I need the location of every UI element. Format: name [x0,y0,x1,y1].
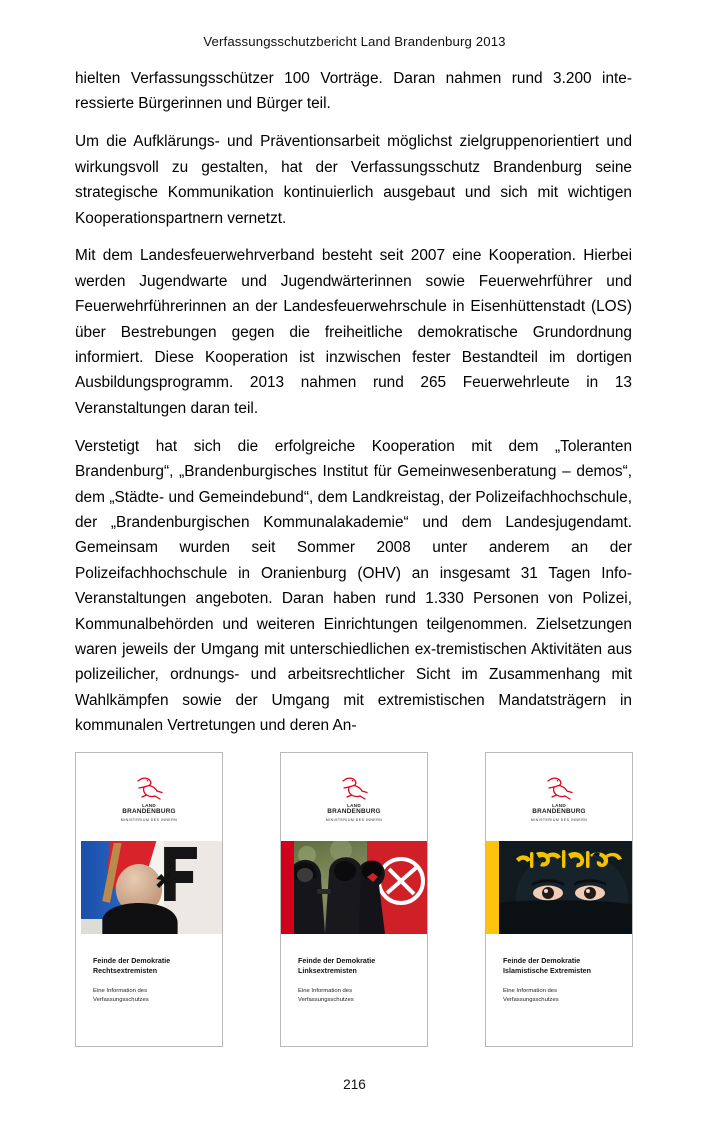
brochure-subtitle-line2: Verfassungsschutzes [298,997,354,1003]
brochure-title-line1: Feinde der Demokratie [93,957,171,965]
crest-land-label: LAND [142,802,156,808]
crest-tagline: MINISTERIUM DES INNERN [325,817,383,822]
crest-brandenburg-label: BRANDENBURG [122,808,176,816]
paragraph: Um die Aufklärungs- und Präventionsarbeit möglichst zielgruppenorientiert und wirkungsvoll zu gestalten, hat der Verfassungsschutz Brandenburg seine strategische Kommunikation kontinuierlich ausgebaut und sich mit wichtigen Kooperationspartnern vernetzt. [75,133,632,227]
brochure-caption [93,956,214,1005]
brandenburg-crest [486,753,632,839]
brochure-subtitle-line1: Eine Information des [298,988,353,995]
brochure-subtitle-line2: Verfassungsschutzes [503,997,559,1003]
brochure-cover-rechtsextremisten [75,752,223,1047]
page-number: 216 [343,1077,366,1092]
brochure-title-line1: Feinde der Demokratie [298,957,376,965]
brandenburg-crest [281,753,427,839]
brochure-title-line2: Islamistische Extremisten [503,967,592,976]
brochure-photo [486,841,633,934]
photo-linksextremisten [281,841,428,934]
crest-brandenburg-label: BRANDENBURG [327,808,381,816]
brochure-cover-islamistische-extremisten [485,752,633,1047]
brochure-subtitle-line1: Eine Information des [503,988,558,995]
red-eagle-icon [337,776,371,802]
brochure-caption [298,956,419,1005]
body-text-column [75,66,632,739]
brochure-title-line2: Linksextremisten [298,967,357,976]
photo-rechtsextremisten [81,841,223,934]
brochure-title-line2: Rechtsextremisten [93,967,158,976]
paragraph: hielten Verfassungsschützer 100 Vorträge. Daran nahmen rund 3.200 interessierte Bürgerinnen und Bürger teil. [75,70,632,113]
brochure-photo [281,841,428,934]
brandenburg-crest [76,753,222,839]
brochure-subtitle-line2: Verfassungsschutzes [93,997,149,1003]
paragraph: Mit dem Landesfeuerwehrverband besteht seit 2007 eine Kooperation. Hierbei werden Jugendwarte und Jugendwärterinnen sowie Feuerwehrführer und Feuerwehrführerinnen an der Landesfeuerwehrschule in Eisenhüttenstadt (LOS) über Bestrebungen gegen die freiheitliche demokratische Grundordnung informiert. Diese Kooperation ist inzwischen fester Bestandteil im dortigen Ausbildungsprogramm. 2013 nahmen rund 265 Feuerwehrleute in 13 Veranstaltungen daran teil. [75,247,632,417]
brochure-subtitle-line1: Eine Information des [93,988,148,995]
brochure-gallery [0,752,709,1048]
crest-brandenburg-label: BRANDENBURG [532,808,586,816]
brochure-photo [76,841,223,934]
photo-islamistische-extremisten [486,841,633,934]
red-eagle-icon [132,776,166,802]
brochure-caption [503,956,624,1005]
brochure-title-line1: Feinde der Demokratie [503,957,581,965]
crest-land-label: LAND [552,802,566,808]
crest-land-label: LAND [347,802,361,808]
crest-tagline: MINISTERIUM DES INNERN [120,817,178,822]
paragraph: Verstetigt hat sich die erfolgreiche Kooperation mit dem „Toleranten Brandenburg“, „Brandenburgisches Institut für Gemeinwesenberatung – demos“, dem „Städte- und Gemeindebund“, dem Landkreistag, der Polizeifachhochschule, der „Brandenburgischen Kommunalakademie“ und dem Landesjugendamt. Gemeinsam wurden seit Sommer 2008 unter anderem an der Polizeifachhochschule in Oranienburg (OHV) an insgesamt 31 Tagen Info-Veranstaltungen angeboten. Daran haben rund 1.330 Personen von Polizei, Kommunalbehörden und weiteren Einrichtungen teilgenommen. Zielsetzungen waren jeweils der Umgang mit unterschiedlichen ex-tremistischen Aktivitäten aus polizeilicher, ordnungs- und arbeitsrechtlicher Sicht im Zusammenhang mit Wahlkämpfen sowie der Umgang mit extremistischen Mandatsträgern in kommunalen Vertretungen und deren An- [75,437,632,735]
red-eagle-icon [542,776,576,802]
brochure-cover-linksextremisten [280,752,428,1047]
running-head: Verfassungsschutzbericht Land Brandenburg 2013 [203,34,506,49]
accent-stripe [486,841,499,934]
crest-tagline: MINISTERIUM DES INNERN [530,817,588,822]
accent-stripe [281,841,294,934]
